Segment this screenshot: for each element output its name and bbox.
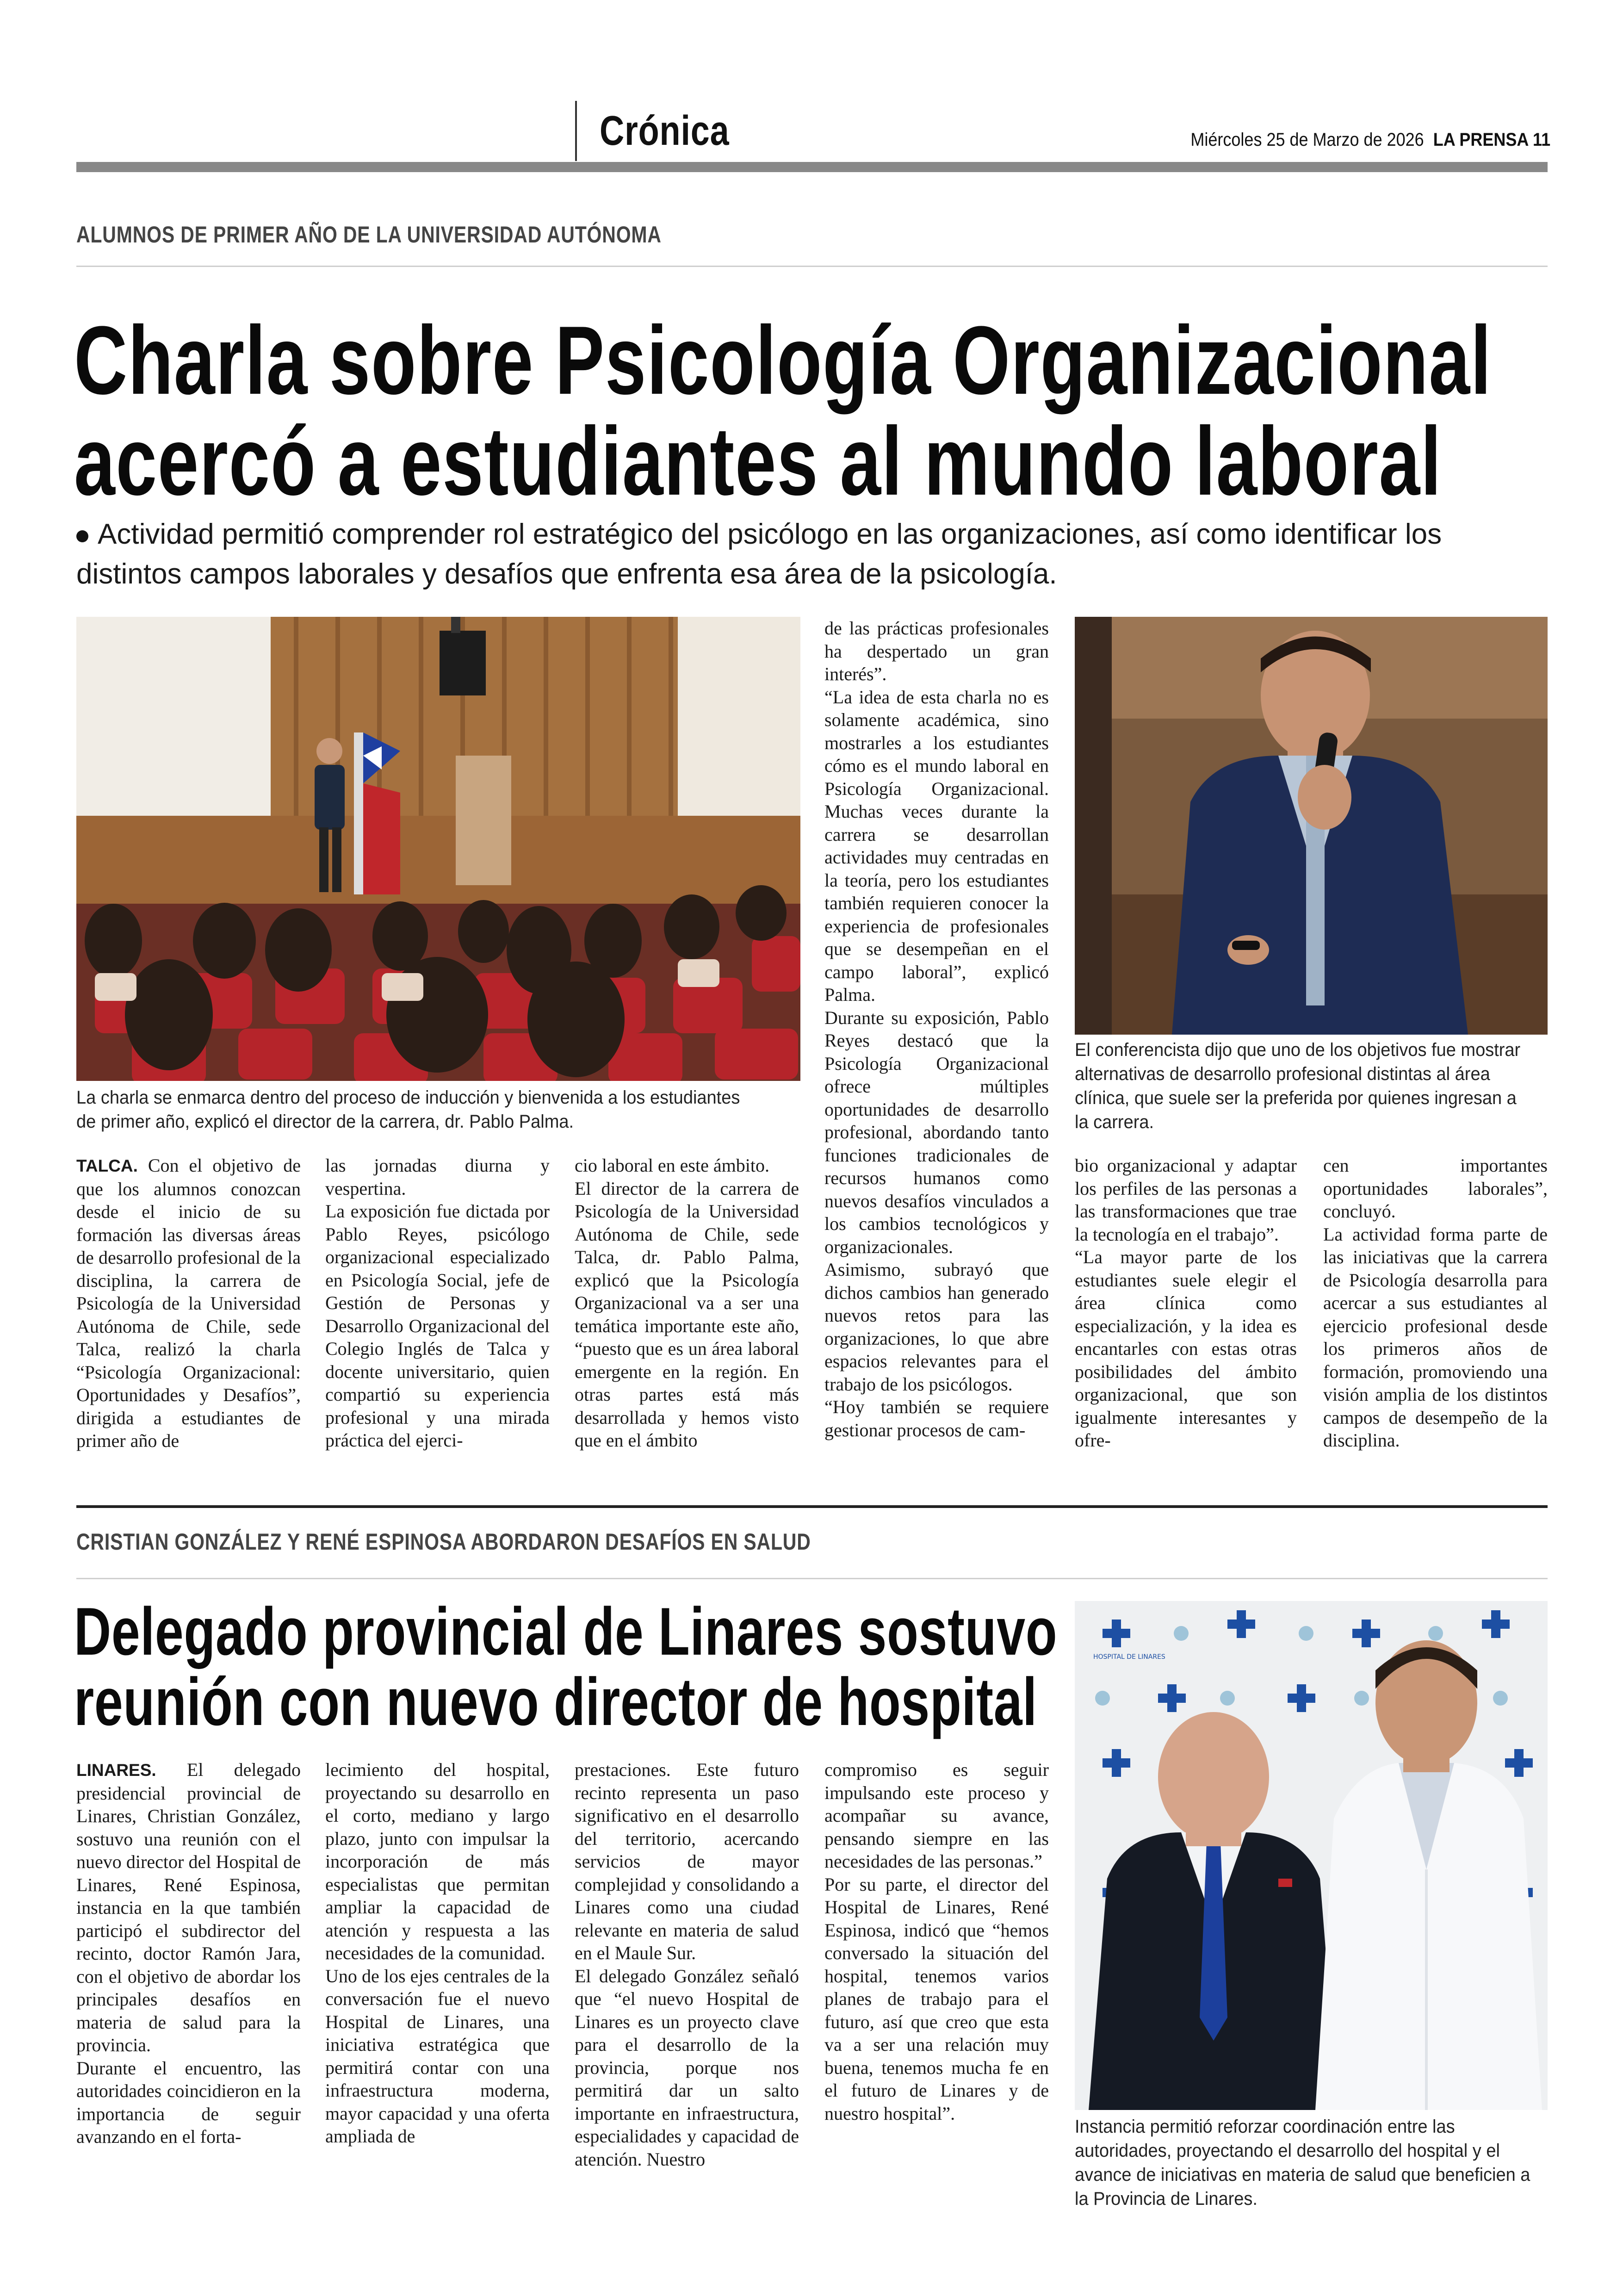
headline-line: reunión con nuevo director de hospital <box>74 1663 1037 1739</box>
auditorium-photo-caption: La charla se enmarca dentro del proceso de inducción y bienvenida a los estudiantes de primer año, explicó el director de la carrera, dr. Pablo Palma. <box>76 1087 740 1132</box>
article2-headline <box>74 1596 1057 1737</box>
article1-column-4: de las prácticas profesionales ha despertado un gran interés”. “La idea de esta charla no es solamente académica, sino mostrarles a los estudiantes cómo es el mundo laboral en Psicología Organizacional. Muchas veces durante la carrera se desarrollan actividades muy centradas en la teoría, pero los estudiantes también requieren conocer la experiencia de profesionales que se desempeñan en el campo laboral”, explicó Palma. Durante su exposición, Pablo Reyes destacó que la Psicología Organizacional ofrece múltiples oportunidades de desarrollo profesional, abordando tanto funciones tradicionales de recursos humanos como nuevos desafíos vinculados a los cambios tecnológicos y organizacionales. Asimismo, subrayó que dichos cambios han generado nuevos retos para las organizaciones, lo que abre espacios relevantes para el trabajo de los psicólogos. “Hoy también se requiere gestionar procesos de cam- <box>824 618 1049 1440</box>
auditorium-photo <box>76 617 800 1081</box>
paper-page: LA PRENSA 11 <box>1433 130 1550 150</box>
section-title: Crónica <box>600 108 730 154</box>
speaker-photo <box>1075 617 1548 1035</box>
article-separator <box>76 1505 1548 1508</box>
speaker-photo-caption: El conferencista dijo que uno de los objetivos fue mostrar alternativas de desarrollo profesional distintas al área clínica, que suele ser la preferida por quienes ingresan a la carrera. <box>1075 1040 1521 1132</box>
officials-photo <box>1075 1601 1548 2110</box>
headline-line: Charla sobre Psicología Organizacional <box>74 306 1492 415</box>
kicker-rule <box>76 266 1548 267</box>
article2-column-3: prestaciones. Este futuro recinto representa un paso significativo en el desarrollo del territorio, acercando servicios de mayor complejidad y consolidando a Linares como una ciudad relevante en materia de salud en el Maule Sur. El delegado González señaló que “el nuevo Hospital de Linares es un proyecto clave para el desarrollo de la provincia, porque nos permitirá dar un salto importante en infraestructura, especialidades y capacidad de atención. Nuestro <box>575 1759 799 2170</box>
article2-column-2: lecimiento del hospital, proyectando su desarrollo en el corto, mediano y largo plazo, junto con impulsar la incorporación de más especialistas que permitan ampliar la capacidad de atención y respuesta a las necesidades de la comunidad. Uno de los ejes centrales de la conversación fue el nuevo Hospital de Linares, una iniciativa estratégica que permitirá contar con una infraestructura moderna, mayor capacidad y una oferta ampliada de <box>325 1759 550 2147</box>
article1-kicker: ALUMNOS DE PRIMER AÑO DE LA UNIVERSIDAD AUTÓNOMA <box>76 222 662 248</box>
dateline-header <box>1190 130 1550 150</box>
officials-photo-caption: Instancia permitió reforzar coordinación entre las autoridades, proyectando el desarrollo del hospital y el avance de iniciativas en materia de salud que beneficien a la Provincia de Linares. <box>1075 2116 1530 2209</box>
article1-dateline: TALCA. <box>76 1156 138 1175</box>
article2-column-4: compromiso es seguir impulsando este proceso y acompañar su avance, pensando siempre en las necesidades de las personas.” Por su parte, el director del Hospital de Linares, René Espinosa, indicó que “hemos conversado la situación del hospital, tenemos varios planes de trabajo para el futuro, así que creo que esta va a ser una relación muy buena, tenemos mucha fe en el futuro de Linares y de nuestro hospital”. <box>824 1759 1049 2124</box>
article1-column-1: TALCA. Con el objetivo de que los alumnos conozcan desde el inicio de su formación las diversas áreas de desarrollo profesional de la disciplina, la carrera de Psicología de la Universidad Autónoma de Chile, sede Talca, realizó la charla “Psicología Organizacional: Oportunidades y Desafíos”, dirigida a estudiantes de primer año de <box>76 1155 301 1451</box>
article2-dateline: LINARES. <box>76 1761 156 1780</box>
bullet-icon <box>76 530 88 542</box>
hospital-backdrop-logo: HOSPITAL DE LINARES <box>1093 1653 1165 1661</box>
headline-line: acercó a estudiantes al mundo laboral <box>74 407 1442 516</box>
article1-column-6: cen importantes oportunidades laborales”, concluyó. La actividad forma parte de las iniciativas que la carrera de Psicología desarrolla para acercar a sus estudiantes al ejercicio profesional desde los primeros años de formación, promoviendo una visión amplia de los distintos campos de desempeño de la disciplina. <box>1323 1155 1548 1451</box>
kicker-rule <box>76 1578 1548 1579</box>
article1-summary: Actividad permitió comprender rol estratégico del psicólogo en las organizaciones, así como identificar los distintos campos laborales y desafíos que enfrenta esa área de la psicología. <box>76 518 1442 590</box>
article2-kicker: CRISTIAN GONZÁLEZ Y RENÉ ESPINOSA ABORDARON DESAFÍOS EN SALUD <box>76 1529 811 1555</box>
headline-line: Delegado provincial de Linares sostuvo <box>74 1594 1058 1669</box>
article2-column-1: LINARES. El delegado presidencial provincial de Linares, Christian González, sostuvo una reunión con el nuevo director del Hospital de Linares, René Espinosa, instancia en la que también participó el subdirector del recinto, doctor Ramón Jara, con el objetivo de abordar los principales desafíos en materia de salud para la provincia. Durante el encuentro, las autoridades coincidieron en la importancia de seguir avanzando en el forta- <box>76 1759 301 2147</box>
article1-column-5: bio organizacional y adaptar los perfiles de las personas a las transformaciones que trae la tecnología en el trabajo”. “La mayor parte de los estudiantes suele elegir el área clínica como especialización, y la idea es encantarles con estas otras posibilidades del ámbito organizacional, que son igualmente interesantes y ofre- <box>1075 1155 1297 1451</box>
header-divider <box>575 101 577 161</box>
issue-date: Miércoles 25 de Marzo de 2026 <box>1190 130 1424 150</box>
article1-column-3: cio laboral en este ámbito. El director de la carrera de Psicología de la Universidad Autónoma de Chile, sede Talca, dr. Pablo Palma, explicó que la Psicología Organizacional va a ser una temática importante este año, “puesto que es un área laboral emergente en la región. En otras partes está más desarrollada y hemos visto que en el ámbito <box>575 1155 799 1451</box>
header-rule <box>76 162 1548 172</box>
article1-headline <box>74 306 1492 516</box>
article1-column-2: las jornadas diurna y vespertina. La exposición fue dictada por Pablo Reyes, psicólogo organizacional especializado en Psicología Social, jefe de Gestión de Personas y Desarrollo Organizacional del Colegio Inglés de Talca y docente universitario, quien compartió su experiencia profesional y una mirada práctica del ejerci- <box>325 1155 550 1451</box>
